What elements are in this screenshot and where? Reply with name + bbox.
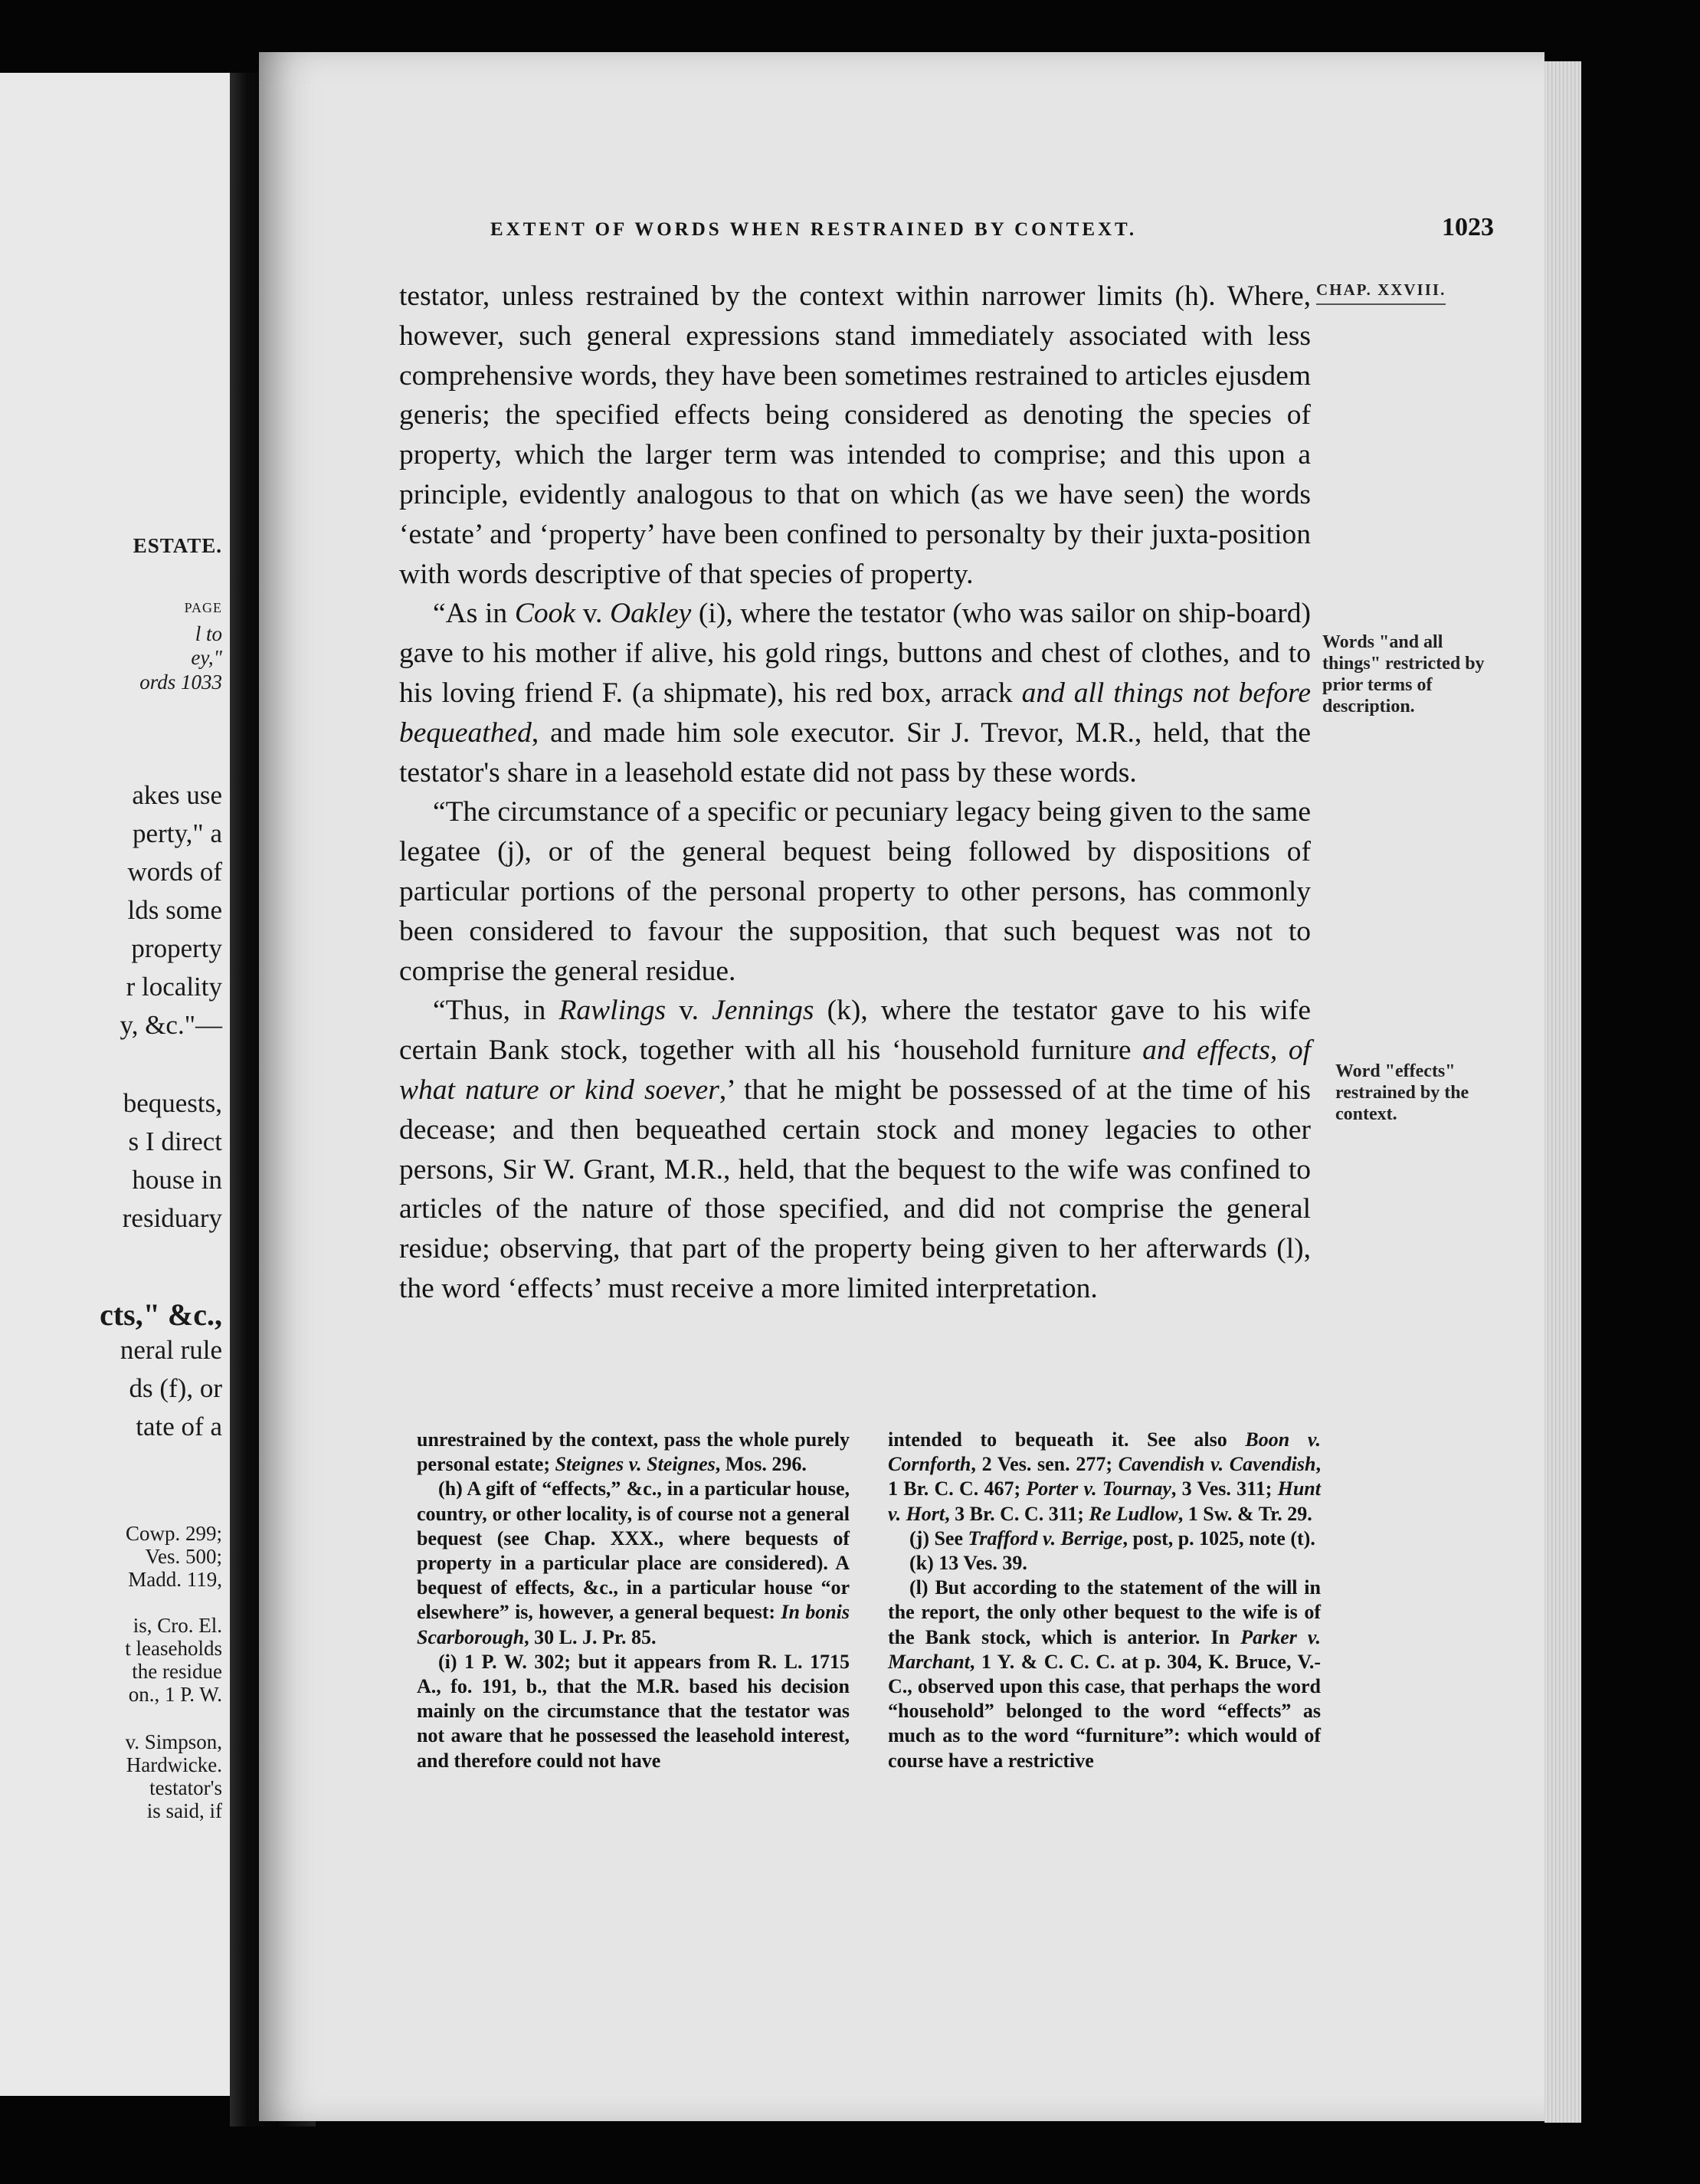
left-page-line: lds some: [127, 895, 222, 925]
left-page-line: perty," a: [133, 818, 222, 848]
paragraph-4: [399, 991, 1311, 1308]
page-edges: [1544, 61, 1581, 2123]
text-run: , post, p. 1025, note (t).: [1122, 1527, 1315, 1549]
margin-note-words: Words "and all things" restricted by prior terms of description.: [1322, 632, 1485, 717]
footnote-column-right: [888, 1428, 1321, 1773]
text-run: “As in: [433, 598, 515, 630]
footnote-k: (k) 13 Ves. 39.: [909, 1552, 1027, 1575]
text-run: “Thus, in: [433, 995, 559, 1027]
body-text: [399, 277, 1311, 1309]
left-page-line: r locality: [126, 972, 222, 1002]
case-name: Re Ludlow: [1089, 1502, 1178, 1525]
left-page-line: l to: [195, 622, 222, 645]
text-run: (i), where the testator (who was sailor on ship-board) gave to his mother if alive, his gold rings, buttons and chest of clothes, and to his loving friend F. (a shipmate), his red box, arrack: [399, 598, 1311, 709]
footnote-l: [888, 1576, 1321, 1773]
left-page-line: property: [131, 933, 222, 963]
left-page-line: t leaseholds: [125, 1637, 222, 1660]
text-run: unrestrained by the context, pass the whole purely personal estate;: [417, 1428, 850, 1476]
left-page-line: bequests,: [123, 1088, 222, 1118]
case-name: Cook: [514, 598, 576, 630]
left-page-line: tate of a: [136, 1412, 222, 1441]
left-page-line: ds (f), or: [129, 1373, 222, 1403]
left-page-line: testator's: [149, 1776, 222, 1799]
left-page-line: akes use: [132, 780, 222, 810]
text-run: , 3 Br. C. C. 311;: [945, 1502, 1089, 1525]
footnote-j: [888, 1527, 1321, 1551]
paragraph-1: testator, unless restrained by the context within narrower limits (h). Where, however, such general expressions stand immediately associated with less comprehensive words, they have been sometimes restrained to articles ejusdem generis; the specified effects being considered as denoting the species of property, which the larger term was intended to comprise; and this upon a principle, evidently analogous to that on which (as we have seen) the words ‘estate’ and ‘property’ have been confined to personalty by their juxta-position with words descriptive of that species of property.: [399, 280, 1311, 590]
running-title: EXTENT OF WORDS WHEN RESTRAINED BY CONTEXT.: [490, 219, 1138, 240]
case-name: Steignes v. Steignes: [555, 1453, 716, 1476]
quoted-words: and effects, of what nature or kind soever: [399, 1035, 1312, 1106]
left-page-line: is, Cro. El.: [133, 1614, 222, 1637]
footnote-i-continued: [888, 1428, 1321, 1527]
case-name: Trafford v. Berrige: [968, 1527, 1123, 1549]
footnote-h: [417, 1477, 850, 1649]
text-run: , 2 Ves. sen. 277;: [971, 1453, 1119, 1476]
text-run: , 1 Br. C. C. 467;: [888, 1453, 1321, 1500]
case-name: In bonis Scarborough: [417, 1601, 850, 1648]
case-name: Hunt v. Hort: [888, 1477, 1321, 1525]
case-name: Parker v. Marchant: [888, 1625, 1321, 1673]
text-run: (j) See: [909, 1527, 968, 1549]
left-page-line: s I direct: [128, 1126, 222, 1156]
footnote-g-continued: [417, 1428, 850, 1477]
text-run: , and made him sole executor. Sir J. Trevor, M.R., held, that the testator's share in a leasehold estate did not pass by these words.: [399, 717, 1311, 789]
left-page-line: words of: [127, 857, 222, 887]
margin-note-effects: Word "effects" restrained by the context.: [1335, 1061, 1469, 1124]
case-name: Rawlings: [558, 995, 667, 1027]
paragraph-3: “The circumstance of a specific or pecuniary legacy being given to the same legatee (j), or of the general bequest being followed by dispositions of particular portions of the personal property to other persons, has commonly been considered to favour the supposition, that such bequest was not to comprise the general residue.: [399, 796, 1311, 987]
left-page-line: residuary: [122, 1203, 222, 1233]
footnote-i: (i) 1 P. W. 302; but it appears from R. L. 1715 A., fo. 191, b., that the M.R. based his decision mainly on the circumstance that the testator was not aware that he possessed the leasehold interest, and therefore could not have: [417, 1650, 850, 1772]
running-head: [490, 213, 1494, 242]
left-page-line: on., 1 P. W.: [128, 1683, 222, 1706]
case-name: Cavendish v. Cavendish: [1118, 1453, 1316, 1476]
left-page-line: v. Simpson,: [125, 1730, 222, 1753]
footnote-column-left: [417, 1428, 850, 1773]
case-name: Oakley: [610, 598, 692, 630]
text-run: v.: [666, 995, 712, 1027]
text-run: , 1 Sw. & Tr. 29.: [1178, 1502, 1312, 1525]
case-name: Jennings: [712, 995, 814, 1027]
left-page-line: ESTATE.: [133, 534, 222, 557]
left-page-line: neral rule: [120, 1335, 222, 1365]
text-run: , 1 Y. & C. C. C. at p. 304, K. Bruce, V.-C., observed upon this case, that perhaps the word “household” belonged to the word “effects” as much as to the word “furniture”: which would of course have a restrictive: [888, 1650, 1321, 1772]
margin-note-chapter: CHAP. XXVIII.: [1316, 279, 1446, 305]
left-page-line: is said, if: [146, 1799, 222, 1822]
page-number: 1023: [1442, 213, 1494, 241]
text-run: ,’ that he might be possessed of at the time of his decease; and then bequeathed certain stock and money legacies to other persons, Sir W. Grant, M.R., held, that the bequest to the wife was confined to articles of the nature of those specified, and did not comprise the general residue; observing, that part of the property being given to her afterwards (l), the word ‘effects’ must receive a more limited interpretation.: [399, 1074, 1311, 1304]
case-name: Porter v. Tournay: [1026, 1477, 1171, 1500]
left-page-line: Ves. 500;: [145, 1545, 222, 1568]
left-page-line: Hardwicke.: [126, 1753, 222, 1776]
text-run: , 3 Ves. 311;: [1171, 1477, 1278, 1500]
left-page-line: y, &c."—: [120, 1010, 222, 1040]
left-page-line: Madd. 119,: [128, 1568, 222, 1591]
paragraph-2: [399, 594, 1311, 792]
left-page-line: house in: [132, 1165, 222, 1195]
left-page-line: ords 1033: [139, 671, 222, 694]
book-page: [259, 52, 1544, 2121]
text-run: , Mos. 296.: [715, 1453, 807, 1476]
case-name: Boon v. Cornforth: [888, 1428, 1321, 1476]
left-page-line: cts," &c.,: [100, 1297, 222, 1332]
left-facing-page: [0, 73, 230, 2096]
text-run: (h) A gift of “effects,” &c., in a particular house, country, or other locality, is of course not a general bequest (see Chap. XXX., where bequests of property in a particular place are considered). A bequest of effects, &c., in a particular house “or elsewhere” is, however, a general bequest:: [417, 1477, 850, 1624]
footnotes: [417, 1428, 1321, 1773]
quoted-words: and all things not before bequeathed: [399, 677, 1311, 749]
text-run: intended to bequeath it. See also: [888, 1428, 1246, 1451]
left-page-line: Cowp. 299;: [125, 1522, 222, 1545]
text-run: (k), where the testator gave to his wife certain Bank stock, together with all his ‘household furniture: [399, 995, 1311, 1067]
text-run: (l) But according to the statement of the will in the report, the only other bequest to the wife is of the Bank stock, which is anterior. In: [888, 1576, 1321, 1648]
left-page-line: the residue: [132, 1660, 222, 1683]
text-run: v.: [575, 598, 611, 630]
left-page-line: ey,": [191, 646, 222, 669]
text-run: , 30 L. J. Pr. 85.: [524, 1625, 657, 1648]
left-page-line: PAGE: [184, 600, 222, 615]
